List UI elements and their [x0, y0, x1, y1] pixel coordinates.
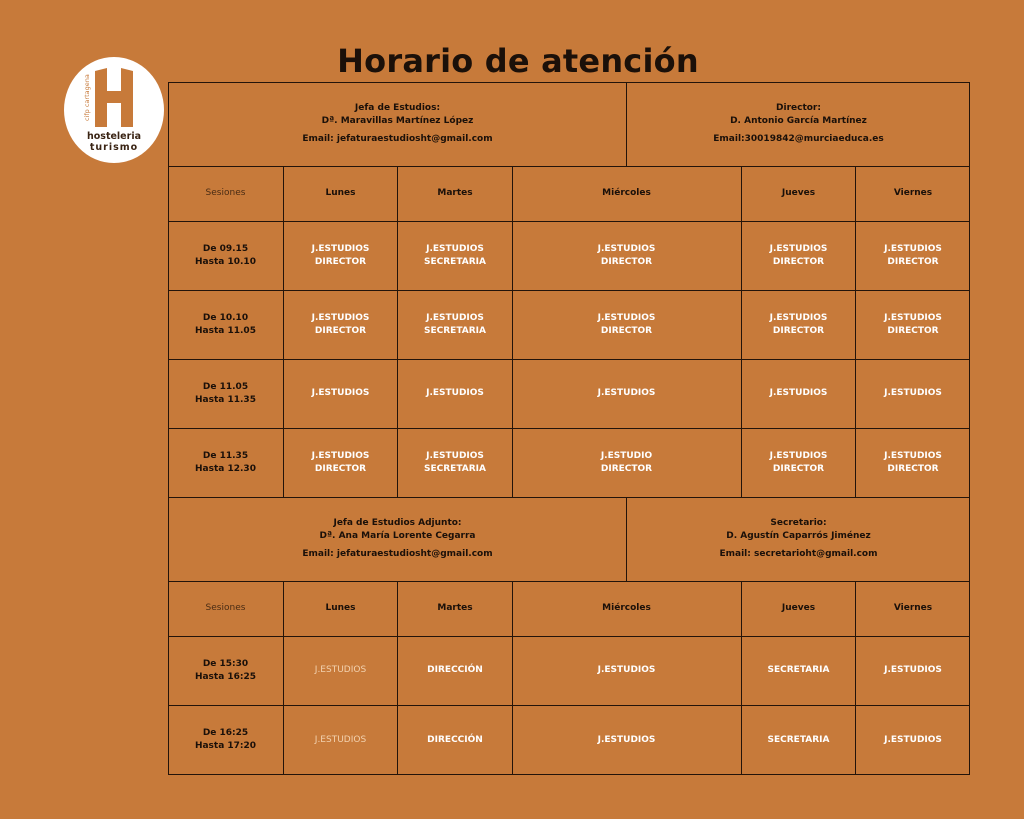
grid-line: [397, 166, 398, 497]
session-time: De 16:25 Hasta 17:20: [194, 728, 257, 751]
grid-line: [512, 581, 513, 775]
schedule-cell: DIRECCIÓN: [427, 665, 483, 675]
schedule-cell: J.ESTUDIOS DIRECTOR: [311, 243, 370, 267]
grid-line: [397, 581, 398, 775]
session-time: De 11.05 Hasta 11.35: [195, 381, 256, 405]
header-sesiones: Sesiones: [205, 188, 246, 198]
schedule-cell: J.ESTUDIOS SECRETARIA: [424, 312, 486, 336]
jefa-adjunto-name: Dª. Ana María Lorente Cegarra: [319, 531, 476, 541]
session-time: De 10.10 Hasta 11.05: [195, 312, 256, 336]
director-info: [627, 82, 970, 166]
schedule-cell: J.ESTUDIOS: [311, 388, 370, 398]
logo-text-line2: turismo: [89, 142, 139, 153]
schedule-cell: J.ESTUDIO DIRECTOR: [600, 450, 653, 474]
schedule-cell: DIRECCIÓN: [427, 734, 483, 745]
grid-line: [969, 82, 970, 775]
page-title: Horario de atención: [337, 42, 699, 80]
schedule-cell: SECRETARIA: [767, 734, 830, 745]
jefa-adjunto-role: Jefa de Estudios Adjunto:: [333, 518, 462, 528]
header-martes: Martes: [437, 188, 473, 198]
grid-line: [512, 166, 513, 497]
schedule-cell: J.ESTUDIOS DIRECTOR: [769, 243, 828, 267]
grid-line: [168, 359, 970, 360]
header-martes: Martes: [437, 603, 473, 613]
grid-line: [626, 497, 627, 581]
grid-line: [168, 290, 970, 291]
jefa-estudios-email[interactable]: Email: jefaturaestudiosht@gmail.com: [302, 134, 493, 144]
schedule-cell: J.ESTUDIOS DIRECTOR: [597, 243, 656, 267]
logo-text-top: cifp cartagena: [83, 74, 91, 121]
jefa-estudios-role: Jefa de Estudios:: [354, 103, 441, 113]
grid-line: [168, 82, 169, 775]
grid-line: [855, 581, 856, 775]
grid-line: [283, 166, 284, 497]
schedule-cell: J.ESTUDIOS DIRECTOR: [311, 450, 370, 474]
schedule-cell: J.ESTUDIOS: [426, 388, 484, 398]
secretario-role: Secretario:: [770, 518, 827, 528]
grid-line: [168, 82, 970, 83]
grid-line: [168, 636, 970, 637]
logo-text-line1: hosteleria: [87, 131, 141, 142]
header-lunes: Lunes: [325, 603, 356, 613]
grid-line: [168, 221, 970, 222]
grid-line: [855, 166, 856, 497]
grid-line: [626, 82, 627, 166]
jefa-estudios-adjunto-info: [168, 497, 627, 581]
grid-line: [741, 166, 742, 497]
schedule-cell: J.ESTUDIOS DIRECTOR: [769, 450, 828, 474]
grid-line: [168, 774, 970, 775]
schedule-cell: J.ESTUDIOS: [884, 388, 942, 398]
grid-line: [168, 166, 970, 167]
grid-line: [741, 581, 742, 775]
schedule-cell: J.ESTUDIOS SECRETARIA: [424, 243, 486, 267]
grid-line: [168, 497, 970, 498]
grid-line: [168, 705, 970, 706]
schedule-cell: J.ESTUDIOS: [597, 388, 656, 398]
header-jueves: Jueves: [781, 603, 816, 613]
schedule-cell: J.ESTUDIOS DIRECTOR: [769, 312, 828, 336]
schedule-cell: J.ESTUDIOS: [597, 734, 656, 745]
jefa-adjunto-email[interactable]: Email: jefaturaestudiosht@gmail.com: [302, 549, 493, 559]
schedule-cell: SECRETARIA: [767, 665, 830, 675]
grid-line: [168, 428, 970, 429]
director-role: Director:: [776, 103, 821, 113]
header-lunes: Lunes: [325, 188, 356, 198]
header-viernes: Viernes: [893, 188, 933, 198]
schedule-cell: J.ESTUDIOS DIRECTOR: [884, 243, 942, 267]
schedule-cell: J.ESTUDIOS: [314, 665, 367, 675]
session-time: De 11.35 Hasta 12.30: [195, 450, 256, 474]
header-miercoles: Miércoles: [602, 188, 651, 198]
schedule-cell: J.ESTUDIOS: [597, 665, 656, 675]
schedule-cell: J.ESTUDIOS DIRECTOR: [311, 312, 370, 336]
jefa-estudios-info: [168, 82, 627, 166]
jefa-estudios-name: Dª. Maravillas Martínez López: [321, 116, 474, 126]
header-jueves: Jueves: [781, 188, 816, 198]
secretario-name: D. Agustín Caparrós Jiménez: [726, 531, 871, 541]
schedule-cell: J.ESTUDIOS SECRETARIA: [424, 450, 486, 474]
secretario-email[interactable]: Email: secretarioht@gmail.com: [719, 549, 878, 559]
school-logo: [64, 57, 164, 163]
grid-line: [168, 581, 970, 582]
schedule-cell: J.ESTUDIOS DIRECTOR: [597, 312, 656, 336]
schedule-cell: J.ESTUDIOS DIRECTOR: [884, 312, 942, 336]
schedule-cell: J.ESTUDIOS: [884, 665, 942, 675]
header-miercoles: Miércoles: [602, 603, 651, 613]
h-tower-logo-icon: [64, 57, 164, 163]
schedule-cell: J.ESTUDIOS: [884, 734, 942, 745]
grid-line: [283, 581, 284, 775]
director-name: D. Antonio García Martínez: [730, 116, 867, 126]
session-time: De 15:30 Hasta 16:25: [194, 658, 257, 682]
schedule-grid: [168, 82, 970, 775]
secretario-info: [627, 497, 970, 581]
schedule-cell: J.ESTUDIOS: [314, 734, 367, 745]
director-email[interactable]: Email:30019842@murciaeduca.es: [713, 134, 884, 144]
schedule-cell: J.ESTUDIOS DIRECTOR: [884, 450, 942, 474]
session-time: De 09.15 Hasta 10.10: [195, 243, 256, 267]
schedule-cell: J.ESTUDIOS: [769, 388, 828, 398]
header-sesiones: Sesiones: [205, 603, 246, 613]
header-viernes: Viernes: [893, 603, 933, 613]
